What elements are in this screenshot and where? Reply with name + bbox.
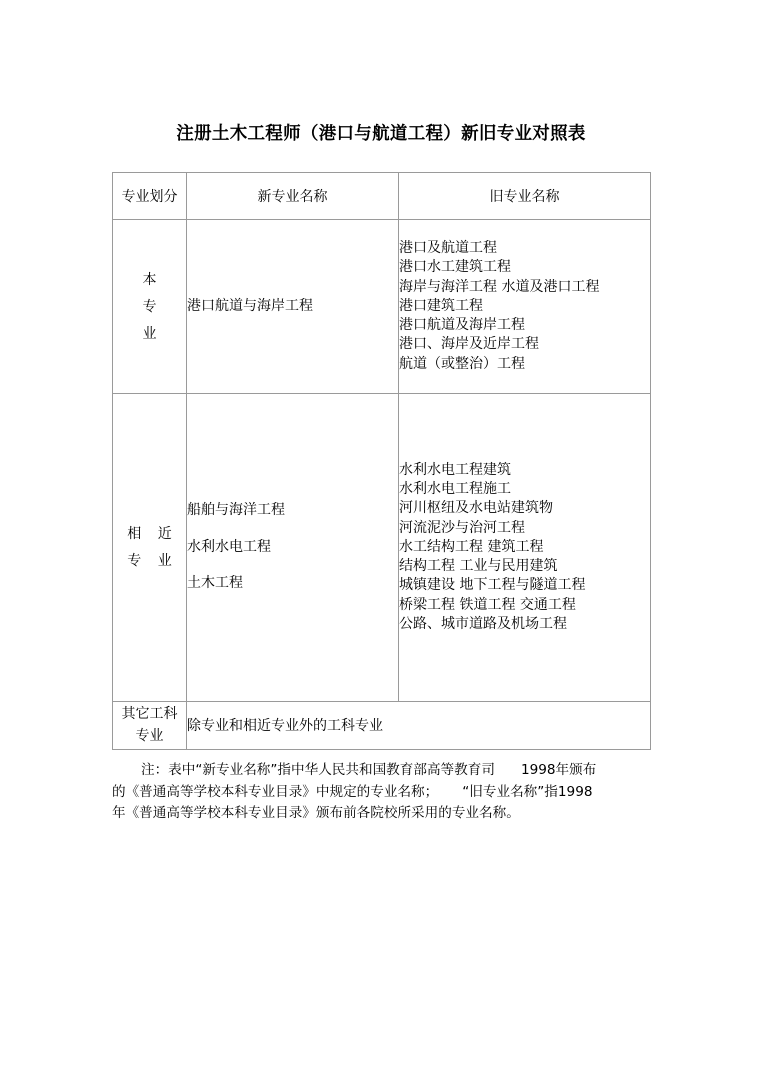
new-major-item: 港口航道与海岸工程 — [187, 297, 313, 314]
division-cell-main-major — [113, 220, 187, 394]
new-major-cell-main — [187, 220, 399, 394]
new-major-item: 水利水电工程 — [187, 538, 271, 555]
division-label-near — [113, 527, 186, 568]
division-char: 其它工科 — [121, 706, 178, 722]
division-cell-other-major — [113, 702, 187, 750]
division-cell-near-major — [113, 394, 187, 702]
division-char: 相 近 — [127, 526, 178, 542]
division-char: 业 — [142, 325, 157, 342]
new-major-item: 船舶与海洋工程 — [187, 502, 285, 519]
header-cell-new-major: 新专业名称 — [187, 173, 399, 220]
new-major-item: 土木工程 — [187, 575, 243, 592]
old-major-item: 结构工程 工业与民用建筑 — [399, 558, 558, 575]
footnote-text: 注：表中“新专业名称”指中华人民共和国教育部高等教育司 — [141, 762, 495, 778]
footnote-text: “旧专业名称”指1998 — [462, 783, 593, 800]
page-title: 注册土木工程师（港口与航道工程）新旧专业对照表 — [176, 124, 586, 144]
footnote-line-2 — [112, 782, 652, 804]
table-row — [113, 220, 651, 394]
division-label-other — [113, 704, 186, 747]
old-major-item: 水利水电工程建筑 — [399, 461, 511, 478]
old-major-cell-near — [399, 394, 651, 702]
old-major-item: 海岸与海洋工程 水道及港口工程 — [399, 278, 600, 295]
old-major-item: 水工结构工程 建筑工程 — [399, 538, 544, 555]
old-major-item: 水利水电工程施工 — [399, 480, 511, 497]
header-cell-old-major: 旧专业名称 — [399, 173, 651, 220]
table-row — [113, 394, 651, 702]
old-major-item: 城镇建设 地下工程与隧道工程 — [399, 577, 586, 594]
new-major-cell-near — [187, 394, 399, 702]
old-major-item: 港口水工建筑工程 — [399, 259, 511, 276]
old-major-item: 港口建筑工程 — [399, 297, 483, 314]
major-comparison-table — [112, 172, 651, 750]
footnote-text: 年《普通高等学校本科专业目录》颁布前各院校所采用的专业名称。 — [112, 805, 520, 821]
footnote-line-1 — [112, 760, 652, 782]
old-major-item: 河川枢纽及水电站建筑物 — [399, 500, 553, 517]
old-major-item: 公路、城市道路及机场工程 — [399, 616, 567, 633]
division-char: 本 — [142, 271, 157, 288]
table-header-row — [113, 173, 651, 220]
old-major-item: 港口、海岸及近岸工程 — [399, 336, 539, 353]
division-label-main — [113, 273, 186, 341]
footnote — [112, 760, 652, 825]
other-major-description: 除专业和相近专业外的工科专业 — [187, 702, 651, 750]
old-major-item: 航道（或整治）工程 — [399, 355, 525, 372]
division-char: 专 — [142, 298, 157, 315]
table-row — [113, 702, 651, 750]
old-major-item: 桥梁工程 铁道工程 交通工程 — [399, 596, 576, 613]
header-cell-division: 专业划分 — [113, 173, 187, 220]
old-major-item: 港口航道及海岸工程 — [399, 317, 525, 334]
footnote-line-3 — [112, 803, 652, 825]
footnote-text: 1998年颁布 — [520, 762, 597, 778]
old-major-item: 河流泥沙与治河工程 — [399, 519, 525, 536]
division-char: 专业 — [135, 728, 164, 745]
old-major-cell-main — [399, 220, 651, 394]
old-major-item: 港口及航道工程 — [399, 239, 497, 256]
footnote-text: 的《普通高等学校本科专业目录》中规定的专业名称； — [112, 783, 439, 800]
division-char: 专 业 — [127, 553, 178, 569]
